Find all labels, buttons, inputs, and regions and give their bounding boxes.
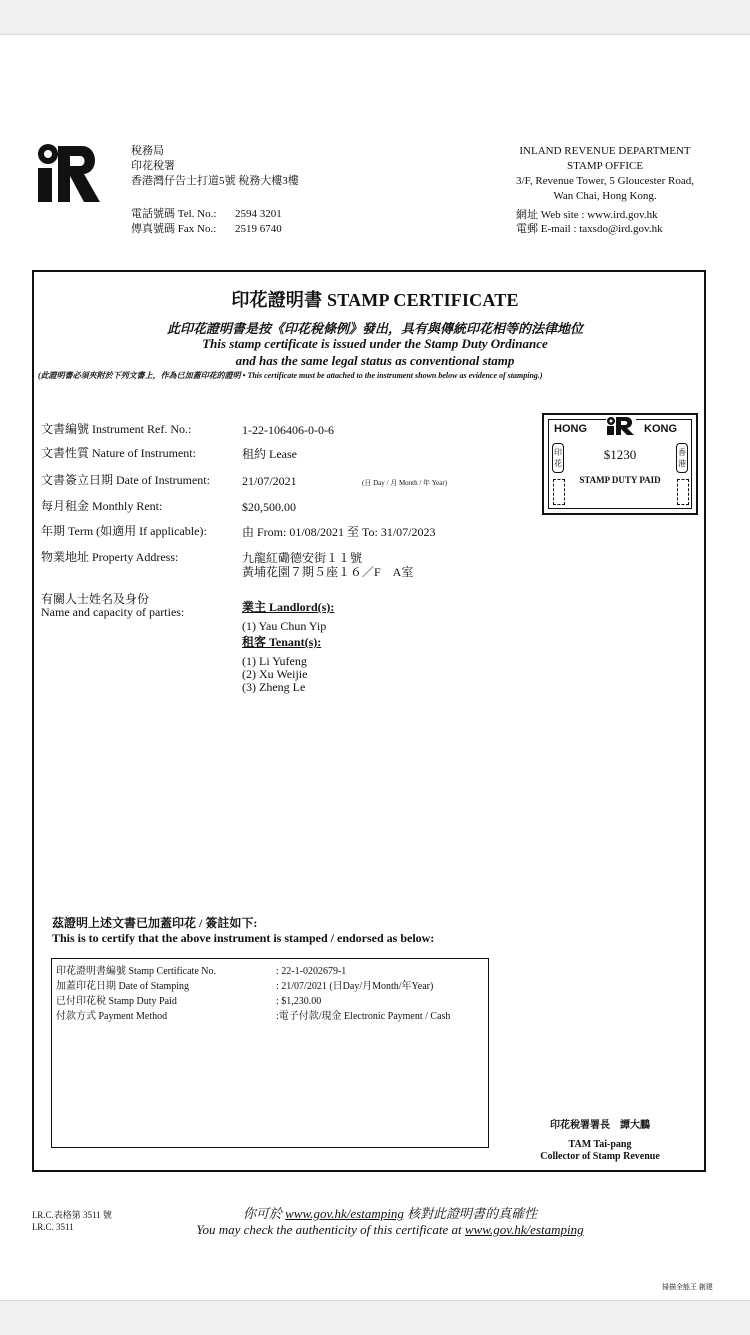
- stamping-date-label: 加蓋印花日期 Date of Stamping: [56, 981, 190, 992]
- stamping-date-value: : 21/07/2021 (日Day/月Month/年Year): [276, 981, 434, 992]
- rent-label: 每月租金 Monthly Rent:: [41, 499, 163, 513]
- parties-label-en: Name and capacity of parties:: [41, 605, 185, 619]
- parties-label-zh: 有關人士姓名及身份: [41, 592, 150, 606]
- term-value: 由 From: 01/08/2021 至 To: 31/07/2023: [242, 525, 436, 539]
- cert-no-value: : 22-1-0202679-1: [276, 966, 347, 977]
- stamp-left-seal: 印花: [552, 443, 564, 473]
- tenant-1: (1) Li Yufeng: [242, 654, 307, 668]
- stamp-label: STAMP DUTY PAID: [579, 475, 661, 485]
- address-en-line1: 3/F, Revenue Tower, 5 Gloucester Road,: [516, 175, 694, 187]
- address-zh: 香港灣仔告士打道5號 稅務大樓3樓: [131, 175, 299, 187]
- stamp-right-ornament: [677, 479, 689, 505]
- legal-status-en-1: This stamp certificate is issued under the Stamp Duty Ordinance: [202, 336, 548, 351]
- contact-block: [516, 208, 663, 236]
- tenant-2: (2) Xu Weijie: [242, 667, 308, 681]
- payment-method-label: 付款方式 Payment Method: [56, 1011, 168, 1022]
- attach-note: (此證明書必須夾附於下列文書上，作為已加蓋印花的證明 • This certificate must be attached to the instrument shown below as evidence of stamping.): [38, 371, 543, 380]
- fax-number: 2519 6740: [235, 223, 282, 235]
- header-right-block: [516, 144, 694, 204]
- stamp-left-ornament: [553, 479, 565, 505]
- signature-title-en: Collector of Stamp Revenue: [540, 1151, 660, 1162]
- address-en-line2: Wan Chai, Hong Kong.: [553, 190, 657, 202]
- term-label: 年期 Term (如適用 If applicable):: [41, 524, 207, 538]
- office-name-zh: 印花稅署: [131, 160, 175, 172]
- address-value-1: 九龍紅磡德安街１１號: [242, 551, 363, 565]
- stamp-duty-paid-stamp: [542, 413, 698, 515]
- rent-value: $20,500.00: [242, 500, 296, 514]
- nature-value: 租約 Lease: [242, 447, 297, 461]
- form-number-en: I.R.C. 3511: [32, 1222, 74, 1232]
- office-name-en: STAMP OFFICE: [567, 160, 644, 172]
- check-zh-pre: 你可於: [242, 1206, 282, 1221]
- stamp-kong: KONG: [644, 423, 677, 435]
- certify-line-zh: 茲證明上述文書已加蓋印花 / 簽註如下:: [52, 916, 258, 930]
- date-format-note: (日 Day / 月 Month / 年 Year): [362, 479, 448, 487]
- dept-name-zh: 稅務局: [131, 145, 164, 157]
- scanner-watermark: 掃描全能王 創建: [662, 1283, 713, 1291]
- duty-paid-value: : $1,230.00: [276, 996, 322, 1007]
- certify-line-en: This is to certify that the above instrument is stamped / endorsed as below:: [52, 931, 435, 945]
- landlord-1: (1) Yau Chun Yip: [242, 619, 327, 633]
- viewer-bottom-bar: [0, 1300, 750, 1335]
- duty-paid-label: 已付印花稅 Stamp Duty Paid: [56, 996, 177, 1007]
- check-line-en: [40, 1222, 740, 1238]
- check-zh-post: 核對此證明書的真確性: [407, 1206, 538, 1221]
- certificate-title: 印花證明書 STAMP CERTIFICATE: [231, 290, 519, 310]
- check-url-zh[interactable]: www.gov.hk/estamping: [285, 1206, 404, 1221]
- signature-title-zh: 印花稅署署長 譚大鵬: [550, 1120, 650, 1131]
- tel-label: 電話號碼 Tel. No.:: [131, 208, 217, 220]
- landlord-heading: 業主 Landlord(s):: [242, 600, 335, 614]
- date-value: 21/07/2021: [242, 474, 297, 488]
- dept-name-en: INLAND REVENUE DEPARTMENT: [519, 145, 691, 157]
- fax-label: 傳真號碼 Fax No.:: [131, 223, 217, 235]
- address-value-2: 黃埔花園７期５座１６／F A室: [242, 565, 414, 579]
- check-en-pre: You may check the authenticity of this certificate at: [196, 1222, 462, 1237]
- date-label: 文書簽立日期 Date of Instrument:: [41, 473, 210, 487]
- tenant-heading: 租客 Tenant(s):: [242, 635, 322, 649]
- stamp-amount: $1230: [603, 447, 637, 462]
- email: 電郵 E-mail : taxsdo@ird.gov.hk: [516, 223, 663, 235]
- check-url-en[interactable]: www.gov.hk/estamping: [464, 1222, 584, 1237]
- ref-value: 1-22-106406-0-0-6: [242, 423, 334, 437]
- ref-label: 文書編號 Instrument Ref. No.:: [41, 422, 192, 436]
- stamp-hong: HONG: [554, 423, 587, 435]
- legal-status-zh: 此印花證明書是按《印花稅條例》發出，具有與傳統印花相等的法律地位: [166, 321, 583, 336]
- viewer-top-bar: [0, 0, 750, 35]
- form-number-zh: I.R.C.表格第 3511 號: [32, 1210, 112, 1220]
- signature-name-en: TAM Tai-pang: [568, 1139, 632, 1150]
- tenant-3: (3) Zheng Le: [242, 680, 306, 694]
- tel-number: 2594 3201: [235, 208, 282, 220]
- check-line-zh: [40, 1203, 740, 1222]
- ird-logo: [36, 142, 102, 204]
- stamp-ir-logo-icon: [606, 415, 636, 437]
- stamp-right-seal: 香港: [676, 443, 688, 473]
- nature-label: 文書性質 Nature of Instrument:: [41, 446, 196, 460]
- cert-no-label: 印花證明書編號 Stamp Certificate No.: [56, 966, 216, 977]
- address-label: 物業地址 Property Address:: [41, 550, 179, 564]
- website: 網址 Web site : www.ird.gov.hk: [516, 209, 658, 221]
- legal-status-en-2: and has the same legal status as conventional stamp: [235, 353, 515, 368]
- payment-method-value: :電子付款/現金 Electronic Payment / Cash: [276, 1011, 451, 1022]
